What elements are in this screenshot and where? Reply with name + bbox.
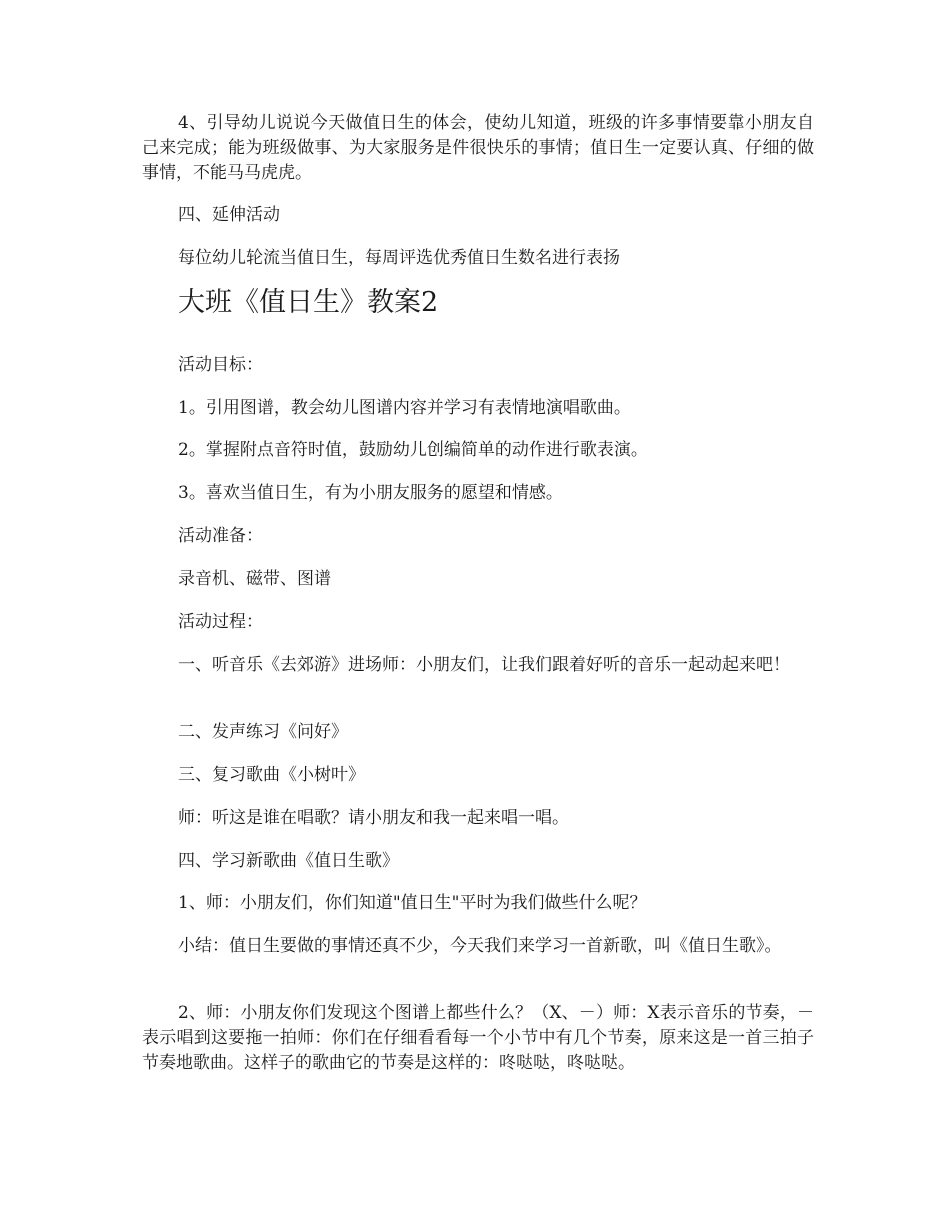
teacher-question-1: 1、师：小朋友们，你们知道"值日生"平时为我们做些什么呢？ (178, 893, 647, 913)
goal-item-1: 1。引用图谱，教会幼儿图谱内容并学习有表情地演唱歌曲。 (178, 398, 631, 418)
teacher-prompt: 师：听这是谁在唱歌？请小朋友和我一起来唱一唱。 (178, 808, 569, 828)
process-step-1: 一、听音乐《去郊游》进场师：小朋友们，让我们跟着好听的音乐一起动起来吧！ (178, 655, 790, 675)
goal-item-3: 3。喜欢当值日生，有为小朋友服务的愿望和情感。 (178, 483, 563, 503)
heading-activity-process: 活动过程： (178, 612, 263, 632)
section-title: 大班《值日生》教案2 (178, 287, 439, 318)
process-step-4: 四、学习新歌曲《值日生歌》 (178, 851, 399, 871)
heading-activity-preparation: 活动准备： (178, 526, 263, 546)
preparation-materials: 录音机、磁带、图谱 (178, 569, 331, 589)
goal-item-2: 2。掌握附点音符时值，鼓励幼儿创编简单的动作进行歌表演。 (178, 440, 648, 460)
paragraph-extension-detail: 每位幼儿轮流当值日生，每周评选优秀值日生数名进行表扬 (178, 248, 620, 268)
heading-activity-goals: 活动目标： (178, 355, 263, 375)
process-step-3: 三、复习歌曲《小树叶》 (178, 765, 365, 785)
teacher-question-2: 2、师：小朋友你们发现这个图谱上都些什么？（X、－）师：X表示音乐的节奏，－表示唱到这要拖一拍师：你们在仔细看看每一个小节中有几个节奏，原来这是一首三拍子节奏地歌曲。这样子的歌曲它的节奏是这样的：咚哒哒，咚哒哒。 (142, 1003, 814, 1073)
process-step-2: 二、发声练习《问好》 (178, 722, 348, 742)
summary-paragraph: 小结：值日生要做的事情还真不少，今天我们来学习一首新歌，叫《值日生歌》。 (178, 936, 782, 956)
paragraph-reflection: 4、引导幼儿说说今天做值日生的体会，使幼儿知道，班级的许多事情要靠小朋友自己来完成；能为班级做事、为大家服务是件很快乐的事情；值日生一定要认真、仔细的做事情，不能马马虎虎。 (142, 113, 814, 183)
heading-extension-activity: 四、延伸活动 (178, 205, 280, 225)
